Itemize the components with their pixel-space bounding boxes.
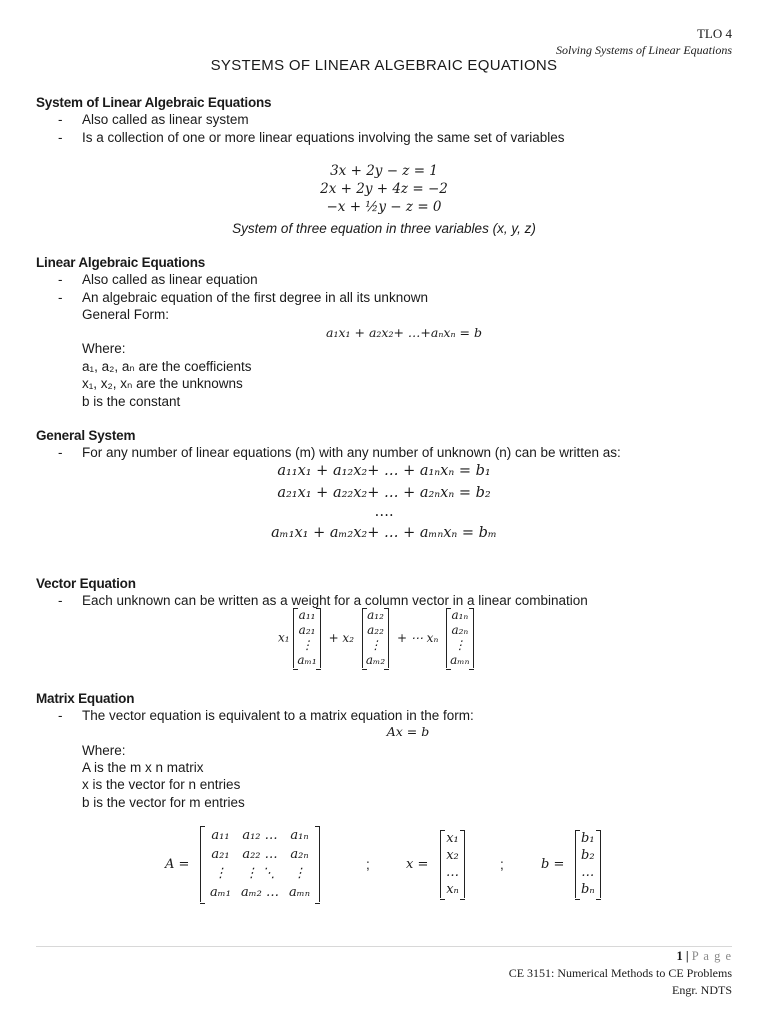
equation-line: a₂₁x₁ + a₂₂x₂+ … + a₂ₙxₙ = b₂ <box>277 485 491 501</box>
matrix-a-label: A = <box>165 857 190 872</box>
equation-line: aₘ₁x₁ + aₘ₂x₂+ … + aₘₙxₙ = bₘ <box>271 525 497 541</box>
page-title: SYSTEMS OF LINEAR ALGEBRAIC EQUATIONS <box>210 57 558 74</box>
page-number: 1 | P a g e <box>676 949 732 963</box>
vector-coef-x1: x₁ <box>278 630 290 645</box>
general-form-equation: a₁x₁ + a₂x₂+ …+aₙxₙ = b <box>326 325 482 340</box>
vector-x: x₁ x₂ … xₙ <box>440 830 465 898</box>
bullet-item: - The vector equation is equivalent to a matrix equation in the form: <box>58 708 474 723</box>
bullet-item: - Each unknown can be written as a weight for a column vector in a linear combination <box>58 593 588 608</box>
bullet-item: - For any number of linear equations (m) with any number of unknown (n) can be written as: <box>58 445 621 460</box>
vector-col-2: a₁₂ a₂₂ ⋮ aₘ₂ <box>362 608 389 668</box>
header-subtitle: Solving Systems of Linear Equations <box>556 43 732 57</box>
where-item: x₁, x₂, xₙ are the unknowns <box>82 376 243 391</box>
vector-b-label: b = <box>541 857 565 872</box>
bullet-item: - Is a collection of one or more linear equations involving the same set of variables <box>58 130 565 145</box>
section-heading-general-system: General System <box>36 428 136 443</box>
vector-col-1: a₁₁ a₂₁ ⋮ aₘ₁ <box>293 608 320 668</box>
bullet-item: - An algebraic equation of the first degree in all its unknown <box>58 290 428 305</box>
matrix-form-equation: Ax = b <box>386 724 430 739</box>
where-item: A is the m x n matrix <box>82 760 204 775</box>
vector-coef-xn: + ⋯ xₙ <box>397 630 439 645</box>
vector-coef-x2: + x₂ <box>328 630 355 645</box>
where-item: a₁, a₂, aₙ are the coefficients <box>82 359 252 374</box>
equation-line: 3x + 2y − z = 1 <box>330 163 438 179</box>
equation-line: 2x + 2y + 4z = −2 <box>320 181 448 197</box>
vector-equation <box>278 608 474 668</box>
equation-line: …. <box>374 504 394 520</box>
section-heading-vector-equation: Vector Equation <box>36 576 136 591</box>
section-heading-matrix-equation: Matrix Equation <box>36 691 135 706</box>
vector-col-n: a₁ₙ a₂ₙ ⋮ aₘₙ <box>446 608 473 668</box>
where-label: Where: <box>82 341 126 356</box>
general-form-label: General Form: <box>82 307 170 322</box>
section-heading-linear-equations: Linear Algebraic Equations <box>36 255 206 270</box>
footer-course: CE 3151: Numerical Methods to CE Problems <box>508 966 732 980</box>
matrix-a: a₁₁ a₁₂ … a₁ₙ a₂₁ a₂₂ … a₂ₙ ⋮ ⋮ ⋱ ⋮ aₘ₁ aₘ₂ … aₘₙ <box>200 826 320 902</box>
bullet-item: - Also called as linear system <box>58 112 249 127</box>
vector-b: b₁ b₂ … bₙ <box>575 830 601 898</box>
bullet-item: - Also called as linear equation <box>58 272 258 287</box>
vector-x-label: x = <box>406 857 429 872</box>
equation-line: a₁₁x₁ + a₁₂x₂+ … + a₁ₙxₙ = b₁ <box>277 463 491 479</box>
equation-caption: System of three equation in three variables (x, y, z) <box>232 221 536 236</box>
where-item: b is the vector for m entries <box>82 795 245 810</box>
footer-divider <box>36 946 732 947</box>
where-item: b is the constant <box>82 394 181 409</box>
where-item: x is the vector for n entries <box>82 777 241 792</box>
footer-author: Engr. NDTS <box>672 983 732 997</box>
where-label: Where: <box>82 743 126 758</box>
separator: ; <box>366 857 370 872</box>
section-heading-linear-system: System of Linear Algebraic Equations <box>36 95 272 110</box>
separator: ; <box>500 857 504 872</box>
equation-line: −x + ½y − z = 0 <box>326 199 442 215</box>
header-tlo: TLO 4 <box>696 26 732 41</box>
